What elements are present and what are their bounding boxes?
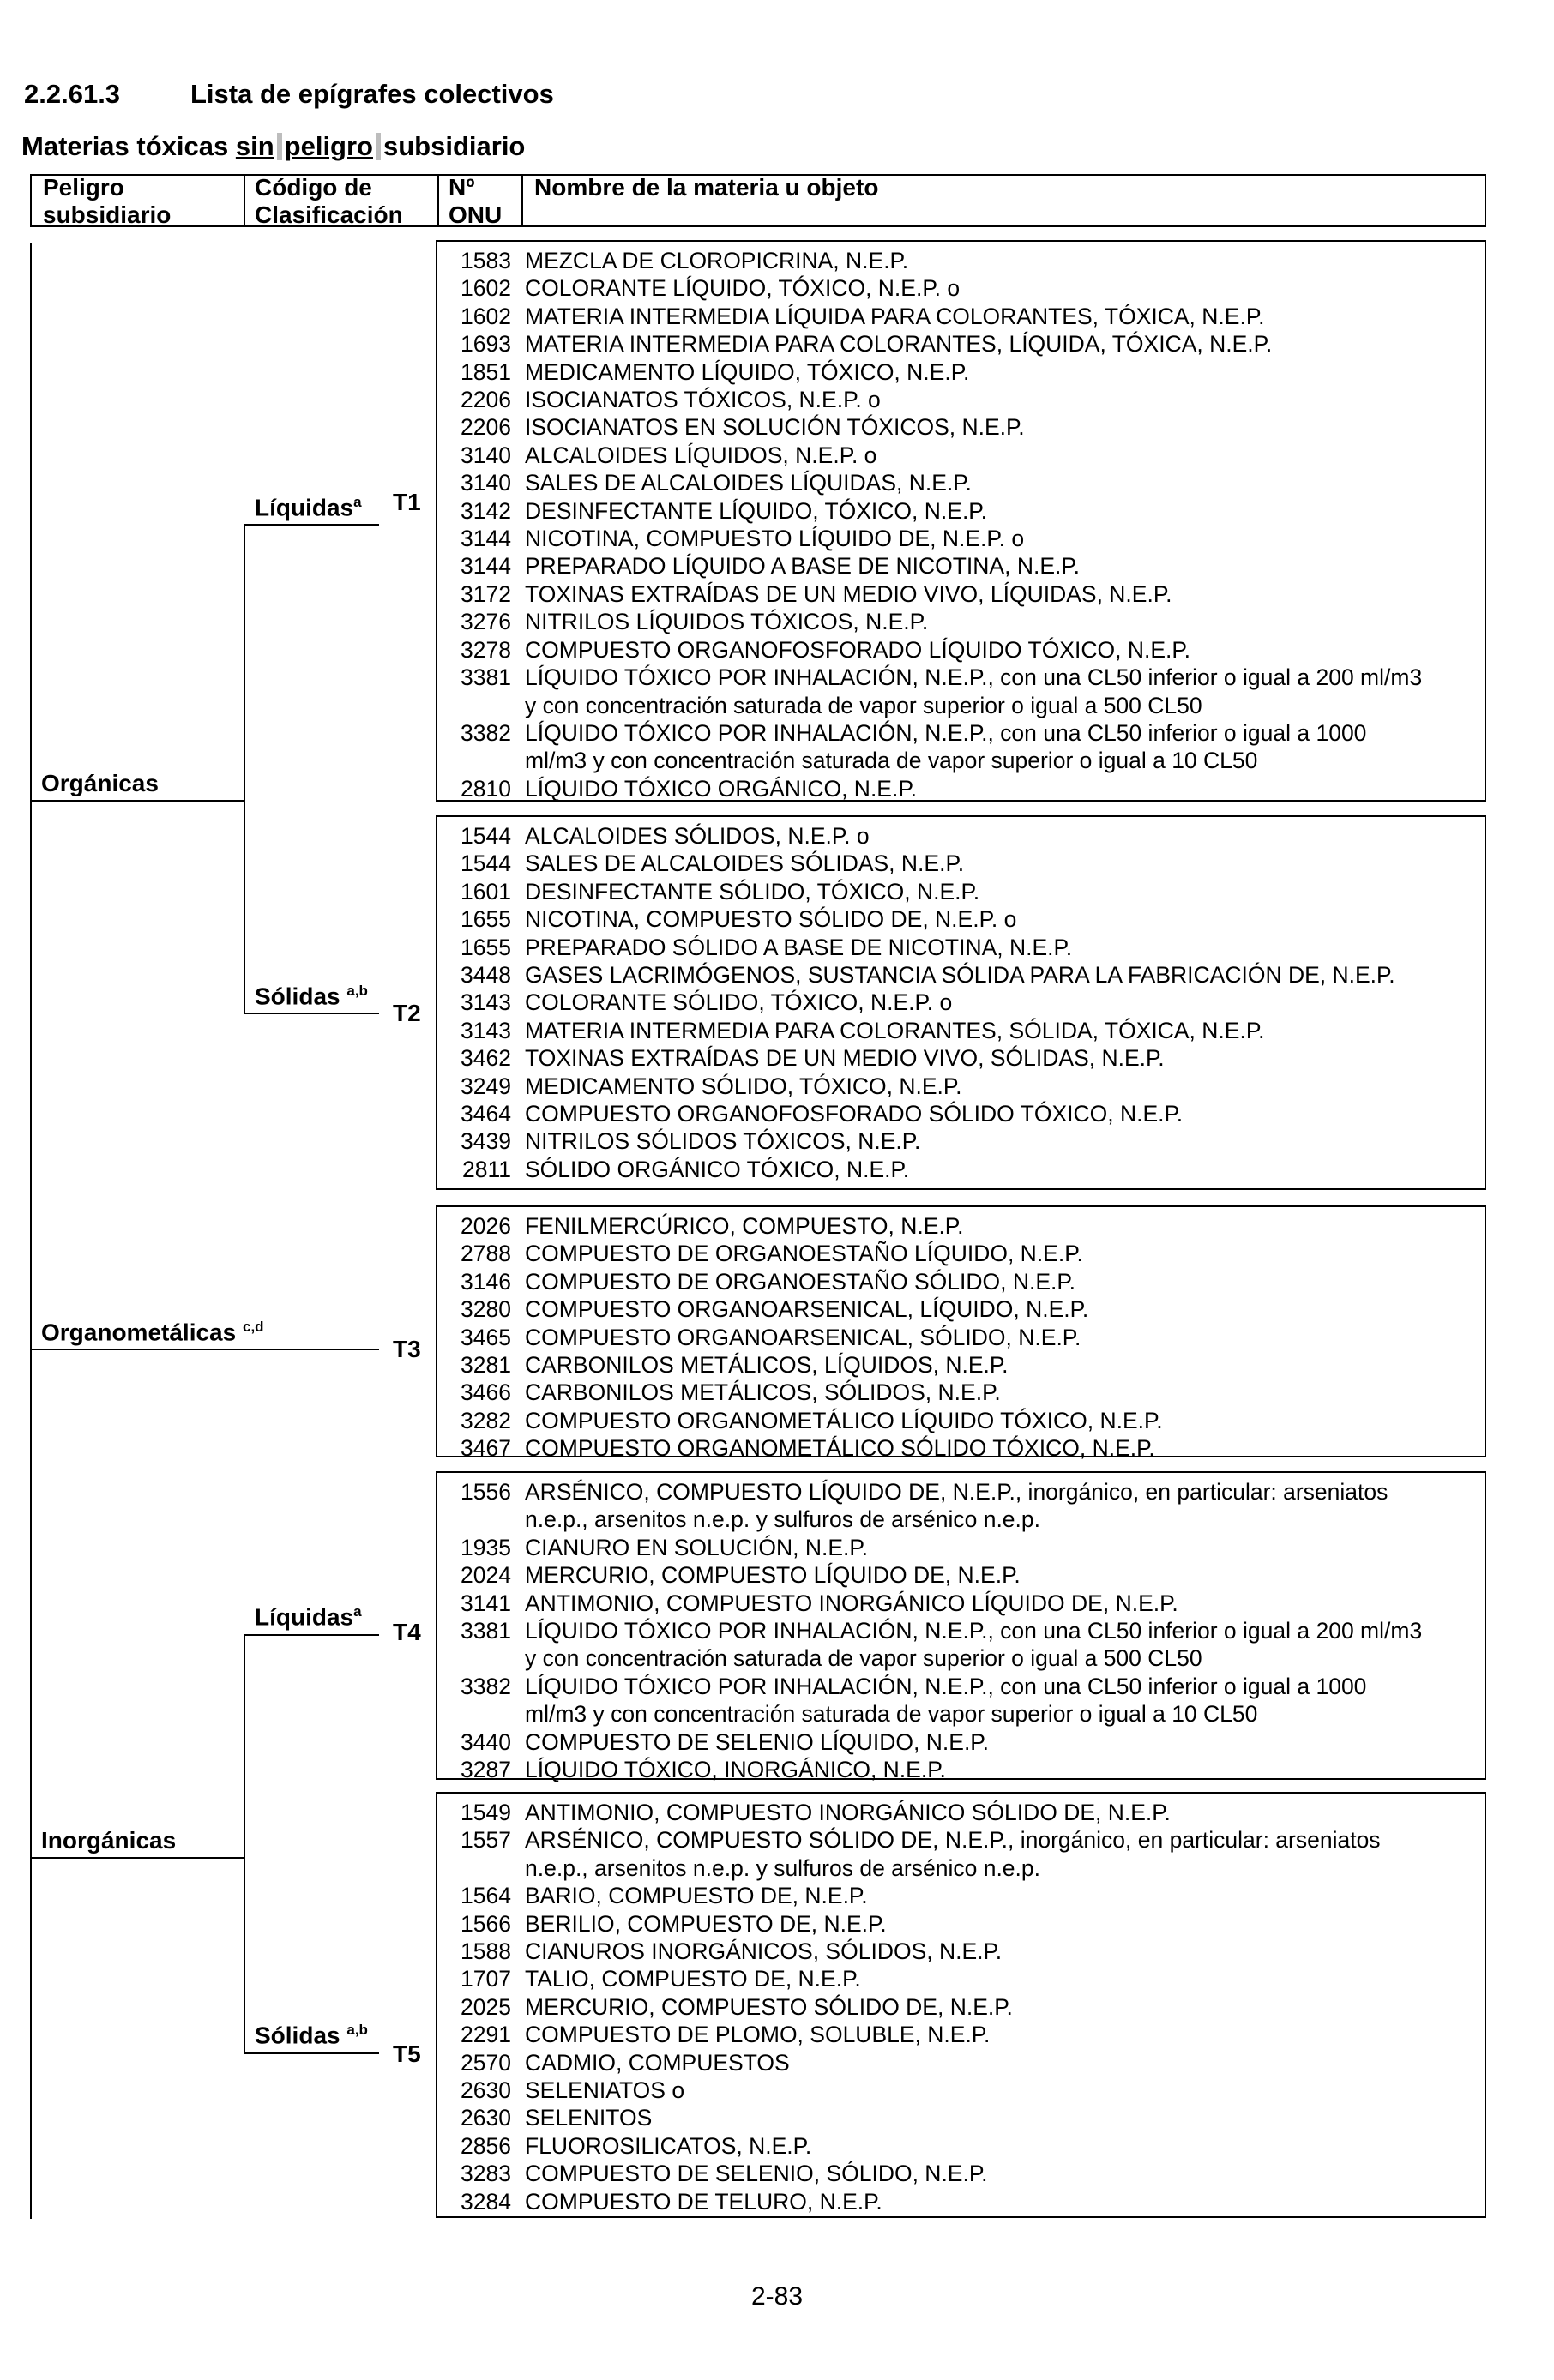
list-item [437, 497, 1485, 525]
label-solidas [255, 983, 368, 1010]
substance-name: COMPUESTO ORGANOFOSFORADO LÍQUIDO TÓXICO, N.E.P. [525, 636, 1190, 663]
list-item [437, 1379, 1485, 1406]
subtitle-part: Materias tóxicas [21, 131, 229, 161]
substance-name: TOXINAS EXTRAÍDAS DE UN MEDIO VIVO, SÓLIDAS, N.E.P. [525, 1045, 1165, 1072]
un-number: 1544 [461, 823, 511, 849]
un-number [437, 1700, 525, 1728]
list-item [437, 358, 1485, 386]
substance-name: MATERIA INTERMEDIA LÍQUIDA PARA COLORANTES, TÓXICA, N.E.P. [525, 303, 1265, 329]
un-number: 3382 [461, 1673, 511, 1699]
list-item [437, 822, 1485, 850]
substance-name: NICOTINA, COMPUESTO LÍQUIDO DE, N.E.P. o [525, 526, 1025, 552]
substance-name: SALES DE ALCALOIDES LÍQUIDAS, N.E.P. [525, 470, 972, 496]
substance-name: COMPUESTO DE SELENIO LÍQUIDO, N.E.P. [525, 1728, 989, 1755]
substance-name: ARSÉNICO, COMPUESTO LÍQUIDO DE, N.E.P., inorgánico, en particular: arseniatos [525, 1479, 1388, 1505]
label-text: Líquidas [255, 494, 354, 521]
substance-name: COMPUESTO ORGANOMETÁLICO LÍQUIDO TÓXICO, N.E.P. [525, 1407, 1163, 1433]
header-text: subsidiario [43, 201, 172, 228]
list-item [437, 1351, 1485, 1379]
tree-line-root [30, 243, 32, 2219]
substance-name: ANTIMONIO, COMPUESTO INORGÁNICO SÓLIDO DE, N.E.P. [525, 1800, 1171, 1825]
list-item [437, 1268, 1485, 1295]
substance-name: COMPUESTO ORGANOARSENICAL, SÓLIDO, N.E.P. [525, 1324, 1081, 1350]
substance-name: MERCURIO, COMPUESTO SÓLIDO DE, N.E.P. [525, 1993, 1013, 2020]
un-number: 3466 [461, 1379, 511, 1406]
substance-name: NICOTINA, COMPUESTO SÓLIDO DE, N.E.P. o [525, 906, 1017, 933]
list-item [437, 1910, 1485, 1938]
substance-name: SELENITOS [525, 2105, 653, 2131]
substance-name: SALES DE ALCALOIDES SÓLIDAS, N.E.P. [525, 850, 965, 877]
tree-line-inorganicas-branch [244, 1634, 245, 2054]
un-number: 3144 [461, 553, 511, 580]
list-item [437, 2076, 1485, 2104]
label-solidas [255, 2022, 368, 2049]
list-item [437, 1756, 1485, 1783]
un-number: 1557 [461, 1827, 511, 1854]
code-t4: T4 [393, 1619, 421, 1645]
list-item [437, 247, 1485, 274]
un-number: 1602 [461, 303, 511, 329]
entries-box-t4 [436, 1471, 1486, 1783]
entries-box-t3 [436, 1205, 1486, 1462]
list-item [437, 2104, 1485, 2131]
substance-name: LÍQUIDO TÓXICO ORGÁNICO, N.E.P. [525, 775, 917, 802]
substance-name: COMPUESTO DE ORGANOESTAÑO LÍQUIDO, N.E.P. [525, 1241, 1083, 1267]
substance-name: COMPUESTO DE ORGANOESTAÑO SÓLIDO, N.E.P. [525, 1268, 1076, 1295]
list-item [437, 1478, 1485, 1506]
un-number: 2856 [461, 2132, 511, 2159]
list-item [437, 469, 1485, 496]
code-t5: T5 [393, 2040, 421, 2067]
list-item [437, 1044, 1485, 1072]
code-t3: T3 [393, 1336, 421, 1362]
substance-name: DESINFECTANTE SÓLIDO, TÓXICO, N.E.P. [525, 878, 980, 905]
un-number: 3144 [461, 526, 511, 552]
un-number: 1655 [461, 934, 511, 960]
un-number: 1564 [461, 1883, 511, 1909]
list-item [437, 1324, 1485, 1351]
list-item [437, 2160, 1485, 2187]
list-item [437, 274, 1485, 302]
label-inorganicas: Inorgánicas [41, 1827, 177, 1854]
subtitle-sin: sin [235, 131, 274, 161]
substance-name: ALCALOIDES LÍQUIDOS, N.E.P. o [525, 442, 877, 468]
tree-line-t1 [244, 524, 379, 526]
un-number: 3282 [461, 1407, 511, 1433]
substance-name: COLORANTE LÍQUIDO, TÓXICO, N.E.P. o [525, 275, 961, 302]
un-number: 2788 [461, 1241, 511, 1267]
un-number: 1556 [461, 1479, 511, 1505]
un-number: 1655 [461, 906, 511, 933]
un-number: 1544 [461, 850, 511, 877]
list-item [437, 1127, 1485, 1155]
page-number: 2-83 [750, 2282, 804, 2311]
substance-name: LÍQUIDO TÓXICO POR INHALACIÓN, N.E.P., con una CL50 inferior o igual a 200 ml/m3 [525, 1618, 1423, 1644]
un-number: 1601 [461, 878, 511, 905]
label-footnote: a,b [346, 2022, 368, 2038]
un-number: 3281 [461, 1352, 511, 1379]
substance-name: n.e.p., arsenitos n.e.p. y sulfuros de arsénico n.e.p. [525, 1506, 1041, 1533]
un-number: 2206 [461, 414, 511, 441]
substance-name: y con concentración saturada de vapor superior o igual a 500 CL50 [525, 1645, 1202, 1672]
list-item [437, 552, 1485, 580]
list-item [437, 1240, 1485, 1267]
substance-name: SÓLIDO ORGÁNICO TÓXICO, N.E.P. [525, 1156, 910, 1182]
list-item [437, 1073, 1485, 1100]
un-number: 2024 [461, 1562, 511, 1589]
un-number: 3381 [461, 664, 511, 691]
label-organometalicas [41, 1319, 264, 1346]
list-item [437, 775, 1485, 802]
code-t2: T2 [393, 1000, 421, 1026]
un-number: 3462 [461, 1045, 511, 1072]
label-organicas: Orgánicas [41, 770, 159, 796]
substance-name: ALCALOIDES SÓLIDOS, N.E.P. o [525, 823, 870, 849]
list-item [437, 747, 1485, 774]
un-number: 3283 [461, 2161, 511, 2187]
tree-line-organicas [32, 800, 244, 802]
un-number: 2810 [461, 775, 511, 802]
list-item [437, 525, 1485, 552]
list-item [437, 664, 1485, 691]
label-footnote: a [353, 494, 362, 510]
substance-name: TALIO, COMPUESTO DE, N.E.P. [525, 1966, 861, 1992]
list-item [437, 1728, 1485, 1756]
code-t1: T1 [393, 489, 421, 515]
un-number: 3280 [461, 1296, 511, 1323]
entries-box-t2 [436, 815, 1486, 1190]
un-number: 3467 [461, 1435, 511, 1462]
un-number: 3142 [461, 497, 511, 524]
list-item [437, 2132, 1485, 2160]
un-number: 3440 [461, 1728, 511, 1755]
list-item [437, 1700, 1485, 1728]
substance-name: SELENIATOS o [525, 2077, 685, 2104]
substance-name: COMPUESTO ORGANOFOSFORADO SÓLIDO TÓXICO, N.E.P. [525, 1101, 1184, 1127]
list-item [437, 1965, 1485, 1992]
list-item [437, 2049, 1485, 2076]
un-number [437, 747, 525, 774]
list-item [437, 1617, 1485, 1644]
un-number: 2630 [461, 2105, 511, 2131]
header-text: ONU [449, 201, 503, 228]
substance-name: DESINFECTANTE LÍQUIDO, TÓXICO, N.E.P. [525, 497, 987, 524]
list-item [437, 989, 1485, 1016]
list-item [437, 1295, 1485, 1323]
label-footnote: c,d [242, 1319, 264, 1335]
list-item [437, 850, 1485, 877]
list-item [437, 1156, 1485, 1183]
un-number [437, 1644, 525, 1672]
substance-name: MEDICAMENTO LÍQUIDO, TÓXICO, N.E.P. [525, 358, 970, 385]
un-number: 2570 [461, 2049, 511, 2076]
list-item [437, 961, 1485, 989]
substance-name: COMPUESTO DE SELENIO, SÓLIDO, N.E.P. [525, 2161, 988, 2187]
un-number: 2291 [461, 2022, 511, 2048]
list-item [437, 1212, 1485, 1240]
header-nombre: Nombre de la materia u objeto [534, 174, 879, 201]
un-number: 2206 [461, 387, 511, 413]
un-number: 3465 [461, 1324, 511, 1350]
un-number: 3287 [461, 1757, 511, 1783]
substance-name: COLORANTE SÓLIDO, TÓXICO, N.E.P. o [525, 989, 953, 1016]
list-item [437, 905, 1485, 933]
substance-name: COMPUESTO DE PLOMO, SOLUBLE, N.E.P. [525, 2022, 991, 2048]
list-item [437, 1100, 1485, 1127]
substance-name: CADMIO, COMPUESTOS [525, 2049, 790, 2076]
section-title: Lista de epígrafes colectivos [190, 79, 554, 109]
column-divider [521, 176, 523, 225]
list-item [437, 303, 1485, 330]
tree-line-t4 [244, 1634, 379, 1636]
un-number: 2630 [461, 2077, 511, 2104]
un-number: 1602 [461, 275, 511, 302]
substance-name: NITRILOS SÓLIDOS TÓXICOS, N.E.P. [525, 1128, 921, 1155]
subtitle-peligro: peligro [284, 131, 373, 161]
un-number: 3143 [461, 989, 511, 1016]
tree-line-inorganicas [32, 1857, 244, 1859]
table-header [30, 174, 1486, 227]
label-liquidas [255, 1603, 362, 1631]
un-number: 3140 [461, 442, 511, 468]
header-onu [449, 174, 502, 229]
un-number: 3172 [461, 580, 511, 607]
un-number: 3249 [461, 1073, 511, 1099]
list-item [437, 1673, 1485, 1700]
header-text: Nº [449, 174, 475, 201]
substance-name: COMPUESTO ORGANOMETÁLICO SÓLIDO TÓXICO, N.E.P. [525, 1435, 1155, 1462]
un-number: 2025 [461, 1993, 511, 2020]
un-number: 2811 [462, 1156, 511, 1182]
substance-name: PREPARADO SÓLIDO A BASE DE NICOTINA, N.E.P. [525, 934, 1073, 960]
tree-line-organicas-branch [244, 524, 245, 1013]
substance-name: LÍQUIDO TÓXICO POR INHALACIÓN, N.E.P., con una CL50 inferior o igual a 200 ml/m3 [525, 664, 1423, 691]
substance-name: MERCURIO, COMPUESTO LÍQUIDO DE, N.E.P. [525, 1562, 1021, 1589]
un-number: 3382 [461, 719, 511, 746]
column-divider [244, 176, 245, 225]
tree-line-organometalicas [32, 1349, 379, 1350]
list-item [437, 2021, 1485, 2048]
substance-name: ISOCIANATOS TÓXICOS, N.E.P. o [525, 387, 881, 413]
substance-name: MATERIA INTERMEDIA PARA COLORANTES, LÍQUIDA, TÓXICA, N.E.P. [525, 331, 1273, 358]
substance-name: LÍQUIDO TÓXICO POR INHALACIÓN, N.E.P., con una CL50 inferior o igual a 1000 [525, 719, 1367, 746]
substance-name: ISOCIANATOS EN SOLUCIÓN TÓXICOS, N.E.P. [525, 414, 1025, 441]
list-item [437, 1017, 1485, 1044]
highlight-mark [277, 133, 282, 160]
list-item [437, 580, 1485, 608]
un-number: 1935 [461, 1534, 511, 1560]
list-item [437, 442, 1485, 469]
entries-box-t1 [436, 240, 1486, 802]
label-liquidas [255, 494, 362, 521]
substance-name: CARBONILOS METÁLICOS, LÍQUIDOS, N.E.P. [525, 1352, 1009, 1379]
un-number [437, 692, 525, 719]
tree-line-t5 [244, 2052, 379, 2054]
substance-name: ARSÉNICO, COMPUESTO SÓLIDO DE, N.E.P., inorgánico, en particular: arseniatos [525, 1827, 1381, 1854]
list-item [437, 934, 1485, 961]
list-item [437, 1506, 1485, 1533]
label-text: Sólidas [255, 2022, 340, 2049]
highlight-mark [376, 133, 381, 160]
un-number: 2026 [461, 1213, 511, 1239]
list-item [437, 413, 1485, 441]
un-number: 3284 [461, 2188, 511, 2215]
un-number: 1549 [461, 1800, 511, 1825]
list-item [437, 1407, 1485, 1434]
un-number: 1851 [461, 358, 511, 385]
substance-name: CIANUROS INORGÁNICOS, SÓLIDOS, N.E.P. [525, 1938, 1003, 1965]
substance-name: TOXINAS EXTRAÍDAS DE UN MEDIO VIVO, LÍQUIDAS, N.E.P. [525, 580, 1172, 607]
label-text: Líquidas [255, 1603, 354, 1631]
un-number: 3140 [461, 470, 511, 496]
substance-name: ml/m3 y con concentración saturada de vapor superior o igual a 10 CL50 [525, 1701, 1258, 1728]
header-text: Código de [255, 174, 372, 201]
substance-name: GASES LACRIMÓGENOS, SUSTANCIA SÓLIDA PARA LA FABRICACIÓN DE, N.E.P. [525, 962, 1395, 989]
list-item [437, 1434, 1485, 1462]
list-item [437, 2188, 1485, 2215]
list-item [437, 330, 1485, 358]
un-number: 3143 [461, 1017, 511, 1043]
un-number [437, 1854, 525, 1882]
substance-name: MEZCLA DE CLOROPICRINA, N.E.P. [525, 248, 909, 273]
un-number: 3439 [461, 1128, 511, 1155]
un-number: 1583 [461, 248, 511, 273]
un-number: 3448 [461, 962, 511, 989]
list-item [437, 1993, 1485, 2021]
list-item [437, 1534, 1485, 1561]
list-item [437, 719, 1485, 747]
substance-name: BERILIO, COMPUESTO DE, N.E.P. [525, 1910, 887, 1937]
substance-name: ANTIMONIO, COMPUESTO INORGÁNICO LÍQUIDO DE, N.E.P. [525, 1590, 1178, 1616]
substance-name: COMPUESTO DE TELURO, N.E.P. [525, 2188, 882, 2215]
list-item [437, 1799, 1485, 1826]
substance-name: LÍQUIDO TÓXICO, INORGÁNICO, N.E.P. [525, 1757, 946, 1783]
subtitle [21, 131, 525, 162]
un-number: 3381 [461, 1618, 511, 1644]
un-number: 3278 [461, 636, 511, 663]
list-item [437, 1938, 1485, 1965]
substance-name: MATERIA INTERMEDIA PARA COLORANTES, SÓLIDA, TÓXICA, N.E.P. [525, 1017, 1265, 1043]
list-item [437, 1826, 1485, 1854]
un-number: 1693 [461, 331, 511, 358]
label-text: Organometálicas [41, 1319, 237, 1346]
substance-name: FENILMERCÚRICO, COMPUESTO, N.E.P. [525, 1213, 964, 1239]
substance-name: ml/m3 y con concentración saturada de vapor superior o igual a 10 CL50 [525, 748, 1258, 774]
list-item [437, 386, 1485, 413]
substance-name: n.e.p., arsenitos n.e.p. y sulfuros de arsénico n.e.p. [525, 1854, 1041, 1881]
substance-name: MEDICAMENTO SÓLIDO, TÓXICO, N.E.P. [525, 1073, 962, 1099]
substance-name: FLUOROSILICATOS, N.E.P. [525, 2132, 812, 2159]
subtitle-part: subsidiario [383, 131, 526, 161]
un-number: 1566 [461, 1910, 511, 1937]
substance-name: CIANURO EN SOLUCIÓN, N.E.P. [525, 1534, 869, 1560]
un-number: 3464 [461, 1101, 511, 1127]
un-number: 1588 [461, 1938, 511, 1965]
substance-name: PREPARADO LÍQUIDO A BASE DE NICOTINA, N.E.P. [525, 553, 1080, 580]
entries-box-t5 [436, 1792, 1486, 2218]
substance-name: y con concentración saturada de vapor superior o igual a 500 CL50 [525, 692, 1202, 718]
list-item [437, 608, 1485, 635]
list-item [437, 1561, 1485, 1589]
list-item [437, 1590, 1485, 1617]
substance-name: NITRILOS LÍQUIDOS TÓXICOS, N.E.P. [525, 609, 929, 635]
column-divider [437, 176, 439, 225]
label-footnote: a,b [346, 983, 368, 999]
substance-name: CARBONILOS METÁLICOS, SÓLIDOS, N.E.P. [525, 1379, 1001, 1406]
list-item [437, 1882, 1485, 1909]
un-number: 1707 [461, 1966, 511, 1992]
list-item [437, 636, 1485, 664]
substance-name: COMPUESTO ORGANOARSENICAL, LÍQUIDO, N.E.P. [525, 1296, 1089, 1323]
label-footnote: a [353, 1603, 362, 1620]
un-number: 3146 [461, 1268, 511, 1295]
tree-line-t2 [244, 1013, 379, 1014]
list-item [437, 1854, 1485, 1882]
un-number [437, 1506, 525, 1533]
un-number: 3141 [461, 1590, 511, 1616]
header-text: Peligro [43, 174, 124, 201]
un-number: 3276 [461, 609, 511, 635]
list-item [437, 878, 1485, 905]
header-peligro [43, 174, 171, 229]
substance-name: BARIO, COMPUESTO DE, N.E.P. [525, 1883, 868, 1909]
header-codigo [255, 174, 403, 229]
list-item [437, 692, 1485, 719]
header-text: Clasificación [255, 201, 403, 228]
substance-name: LÍQUIDO TÓXICO POR INHALACIÓN, N.E.P., con una CL50 inferior o igual a 1000 [525, 1673, 1367, 1699]
label-text: Sólidas [255, 983, 340, 1010]
section-number: 2.2.61.3 [24, 79, 121, 109]
list-item [437, 1644, 1485, 1672]
